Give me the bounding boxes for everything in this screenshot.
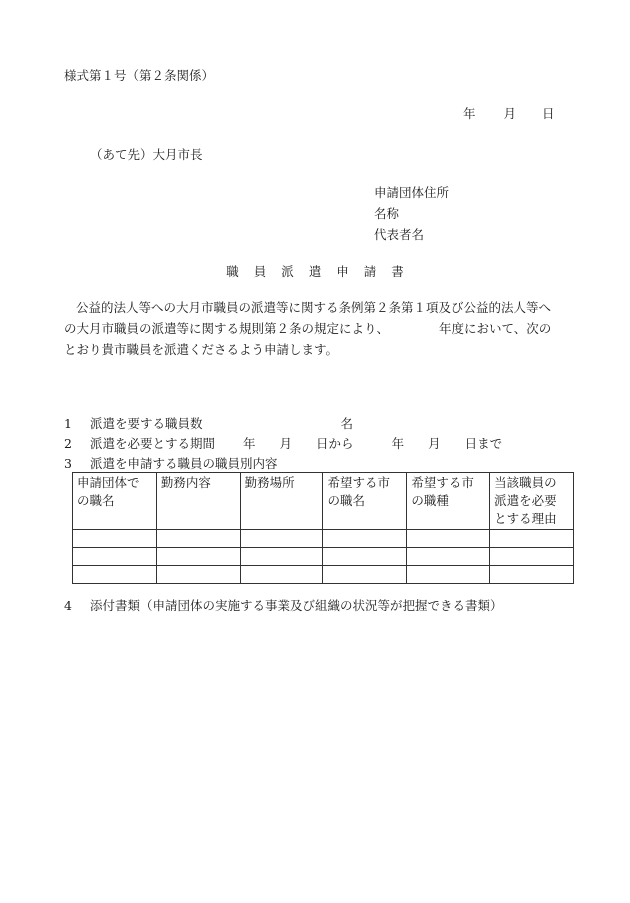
- table-cell[interactable]: [156, 530, 240, 548]
- item-attachments: 4 添付書類（申請団体の実施する事業及び組織の状況等が把握できる書類）: [64, 598, 503, 613]
- item-staff-details: 3 派遣を申請する職員の職員別内容: [64, 456, 278, 471]
- staff-details-table: [72, 472, 574, 584]
- application-body: [64, 297, 574, 360]
- table-header-row: [73, 473, 574, 530]
- table-header-cell: 希望する市の職種: [407, 473, 490, 530]
- date-line: [463, 104, 555, 122]
- table-cell[interactable]: [407, 566, 490, 584]
- body-line-2: の大月市職員の派遣等に関する規則第２条の規定により、 年度において、次の: [64, 321, 552, 336]
- date-year-label: 年: [463, 106, 476, 121]
- table-cell[interactable]: [323, 548, 407, 566]
- table-cell[interactable]: [156, 548, 240, 566]
- table-cell[interactable]: [240, 566, 323, 584]
- table-row: [73, 566, 574, 584]
- table-cell[interactable]: [240, 548, 323, 566]
- table-cell[interactable]: [490, 566, 574, 584]
- addressee: （あて先）大月市長: [90, 147, 203, 162]
- applicant-block: [374, 182, 449, 245]
- table-header-cell: 当該職員の派遣を必要とする理由: [490, 473, 574, 530]
- table-header-cell: 勤務場所: [240, 473, 323, 530]
- applicant-address-label: 申請団体住所: [374, 185, 450, 200]
- date-day-label: 日: [542, 106, 555, 121]
- table-cell[interactable]: [407, 530, 490, 548]
- table-header-cell: 申請団体での職名: [73, 473, 157, 530]
- document-title: 職員派遣申請書: [226, 264, 419, 279]
- table-cell[interactable]: [323, 530, 407, 548]
- table-cell[interactable]: [407, 548, 490, 566]
- table-header-cell: 希望する市の職名: [323, 473, 407, 530]
- item-staff-count: 1 派遣を要する職員数 名: [64, 416, 354, 431]
- date-month-label: 月: [503, 106, 517, 121]
- form-number: 様式第１号（第２条関係）: [64, 68, 215, 83]
- table-cell[interactable]: [490, 530, 574, 548]
- table-row: [73, 530, 574, 548]
- table-row: [73, 548, 574, 566]
- table-cell[interactable]: [323, 566, 407, 584]
- body-line-1: 公益的法人等への大月市職員の派遣等に関する条例第２条第１項及び公益的法人等へ: [76, 300, 552, 315]
- table-cell[interactable]: [73, 548, 157, 566]
- applicant-name-label: 名称: [374, 206, 400, 221]
- table-cell[interactable]: [240, 530, 323, 548]
- item-dispatch-period: 2 派遣を必要とする期間 年 月 日から 年 月 日まで: [64, 436, 503, 451]
- table-cell[interactable]: [490, 548, 574, 566]
- table-cell[interactable]: [73, 566, 157, 584]
- applicant-representative-label: 代表者名: [374, 227, 425, 242]
- body-line-3: とおり貴市職員を派遣くださるよう申請します。: [64, 342, 339, 357]
- table-header-cell: 勤務内容: [156, 473, 240, 530]
- table-cell[interactable]: [156, 566, 240, 584]
- table-cell[interactable]: [73, 530, 157, 548]
